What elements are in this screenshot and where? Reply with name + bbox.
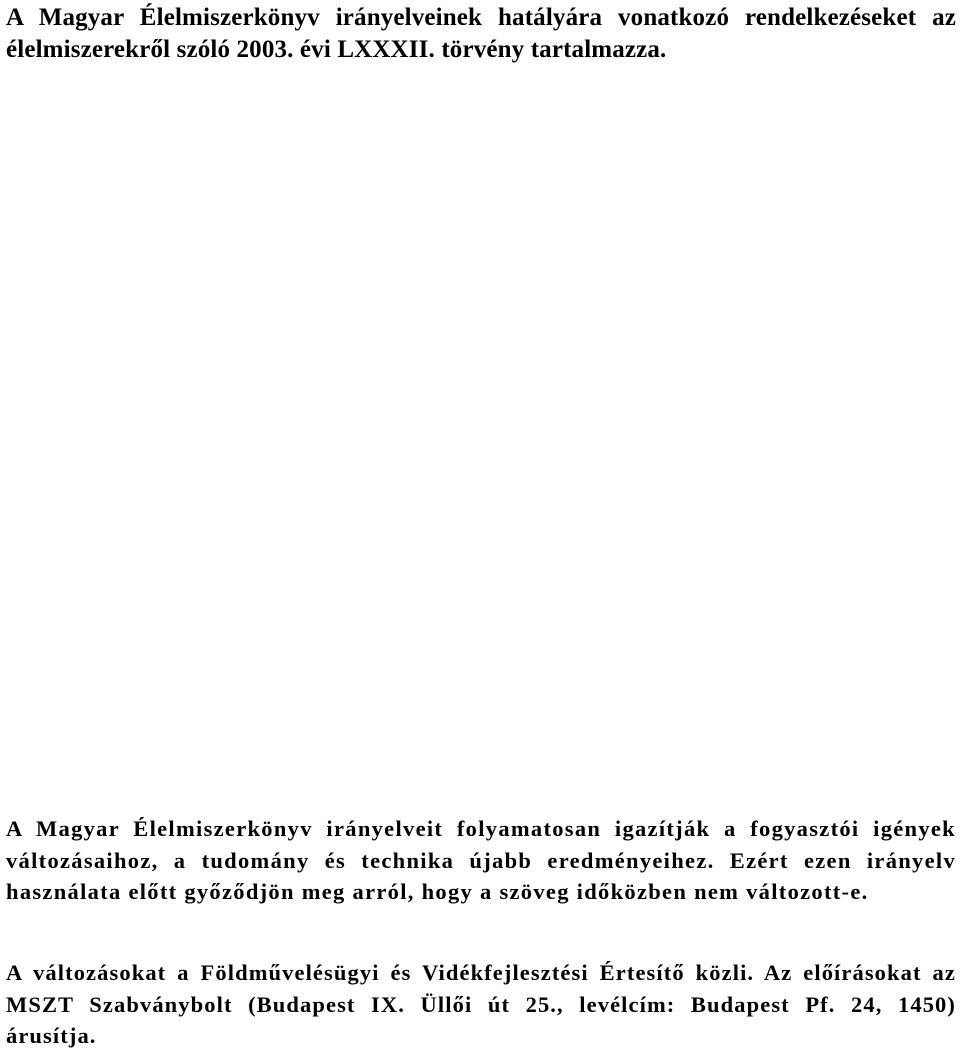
update-notice-paragraph: A Magyar Élelmiszerkönyv irányelveit folyamatosan igazítják a fogyasztói igények változásaihoz, a tudomány és technika újabb eredményeihez. Ezért ezen irányelv használata előtt győződjön meg arról, hogy a szöveg időközben nem változott-e. bbox=[6, 816, 956, 904]
scope-paragraph: A Magyar Élelmiszerkönyv irányelveinek hatályára vonatkozó rendelkezéseket az élelmiszerekről szóló 2003. évi LXXXII. törvény tartalmazza. bbox=[6, 4, 956, 63]
publication-paragraph: A változásokat a Földművelésügyi és Vidékfejlesztési Értesítő közli. Az előírásokat az MSZT Szabványbolt (Budapest IX. Üllői út 25., levélcím: Budapest Pf. 24, 1450) árusítja. bbox=[6, 960, 956, 1048]
